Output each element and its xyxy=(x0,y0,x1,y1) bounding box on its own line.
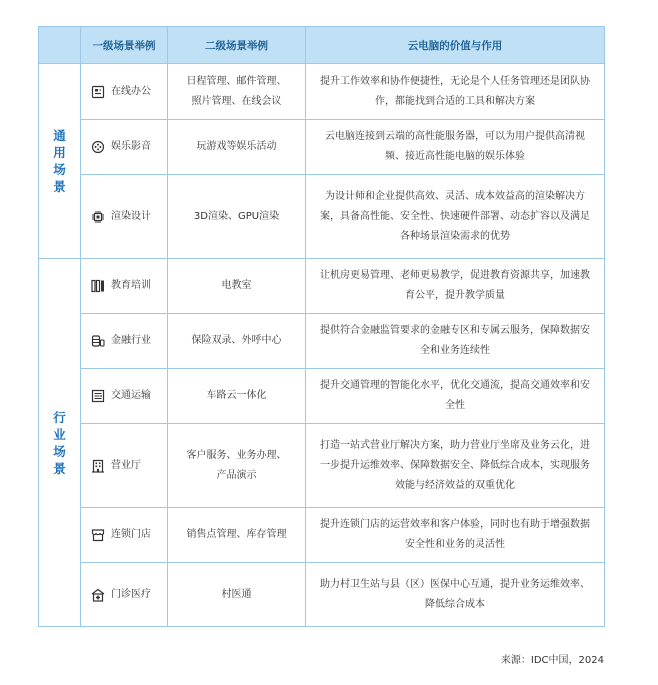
level1-label: 渲染设计 xyxy=(111,210,151,222)
level2-cell: 电教室 xyxy=(168,259,306,314)
board-icon xyxy=(91,279,105,293)
office-icon xyxy=(91,85,105,99)
table-row xyxy=(39,369,605,424)
scenario-table-container xyxy=(38,26,604,627)
header-level2: 二级场景举例 xyxy=(168,27,306,64)
table-row xyxy=(39,314,605,369)
level1-cell xyxy=(81,64,168,120)
scenario-table xyxy=(38,26,605,627)
value-cell: 打造一站式营业厅解决方案，助力营业厅坐席及业务云化，进一步提升运维效率、保障数据安全、降低综合成本，实现服务效能与经济效益的双重优化 xyxy=(306,424,605,508)
chip-icon xyxy=(91,210,105,224)
level1-cell xyxy=(81,259,168,314)
coins-icon xyxy=(91,334,105,348)
header-level1: 一级场景举例 xyxy=(81,27,168,64)
group-general: 通用场景 xyxy=(39,64,81,259)
table-row xyxy=(39,424,605,508)
table-row xyxy=(39,175,605,259)
level1-label: 门诊医疗 xyxy=(111,588,151,600)
value-cell: 提供符合金融监管要求的金融专区和专属云服务，保障数据安全和业务连续性 xyxy=(306,314,605,369)
level1-cell xyxy=(81,563,168,627)
table-row xyxy=(39,64,605,120)
level2-cell: 玩游戏等娱乐活动 xyxy=(168,120,306,175)
level2-cell: 3D渲染、GPU渲染 xyxy=(168,175,306,259)
level2-cell: 客户服务、业务办理、产品演示 xyxy=(168,424,306,508)
level1-cell xyxy=(81,508,168,563)
level1-cell xyxy=(81,314,168,369)
level1-label: 金融行业 xyxy=(111,335,151,346)
building-icon xyxy=(91,459,105,473)
traffic-icon xyxy=(91,389,105,403)
table-row xyxy=(39,563,605,627)
level1-cell xyxy=(81,175,168,259)
header-blank xyxy=(39,27,81,64)
level1-label: 营业厅 xyxy=(111,459,141,471)
table-row xyxy=(39,120,605,175)
level1-label: 教育培训 xyxy=(111,280,151,291)
level2-cell: 村医通 xyxy=(168,563,306,627)
level1-cell xyxy=(81,424,168,508)
value-cell: 提升交通管理的智能化水平，优化交通流，提高交通效率和安全性 xyxy=(306,369,605,424)
level1-cell xyxy=(81,120,168,175)
value-cell: 为设计师和企业提供高效、灵活、成本效益高的渲染解决方案，具备高性能、安全性、快速硬件部署、动态扩容以及满足各种场景渲染需求的优势 xyxy=(306,175,605,259)
level1-cell xyxy=(81,369,168,424)
level1-label: 交通运输 xyxy=(111,390,151,401)
store-icon xyxy=(91,528,105,542)
value-cell: 提升工作效率和协作便捷性，无论是个人任务管理还是团队协作，都能找到合适的工具和解决方案 xyxy=(306,64,605,120)
table-row xyxy=(39,259,605,314)
clinic-icon xyxy=(91,588,105,602)
level1-label: 在线办公 xyxy=(111,85,151,97)
group-industry: 行业场景 xyxy=(39,259,81,627)
value-cell: 提升连锁门店的运营效率和客户体验，同时也有助于增强数据安全性和业务的灵活性 xyxy=(306,508,605,563)
source-note: 来源：IDC中国，2024 xyxy=(500,655,604,666)
header-value: 云电脑的价值与作用 xyxy=(306,27,605,64)
level2-cell: 日程管理、邮件管理、照片管理、在线会议 xyxy=(168,64,306,120)
level2-cell: 销售点管理、库存管理 xyxy=(168,508,306,563)
table-header-row xyxy=(39,27,605,64)
level1-label: 娱乐影音 xyxy=(111,141,151,152)
value-cell: 云电脑连接到云端的高性能服务器，可以为用户提供高清视频、接近高性能电脑的娱乐体验 xyxy=(306,120,605,175)
gamepad-icon xyxy=(91,140,105,154)
value-cell: 助力村卫生站与县（区）医保中心互通，提升业务运维效率、降低综合成本 xyxy=(306,563,605,627)
value-cell: 让机房更易管理、老师更易教学，促进教育资源共享，加速教育公平，提升教学质量 xyxy=(306,259,605,314)
level2-cell: 车路云一体化 xyxy=(168,369,306,424)
level2-cell: 保险双录、外呼中心 xyxy=(168,314,306,369)
table-row xyxy=(39,508,605,563)
level1-label: 连锁门店 xyxy=(111,529,151,540)
